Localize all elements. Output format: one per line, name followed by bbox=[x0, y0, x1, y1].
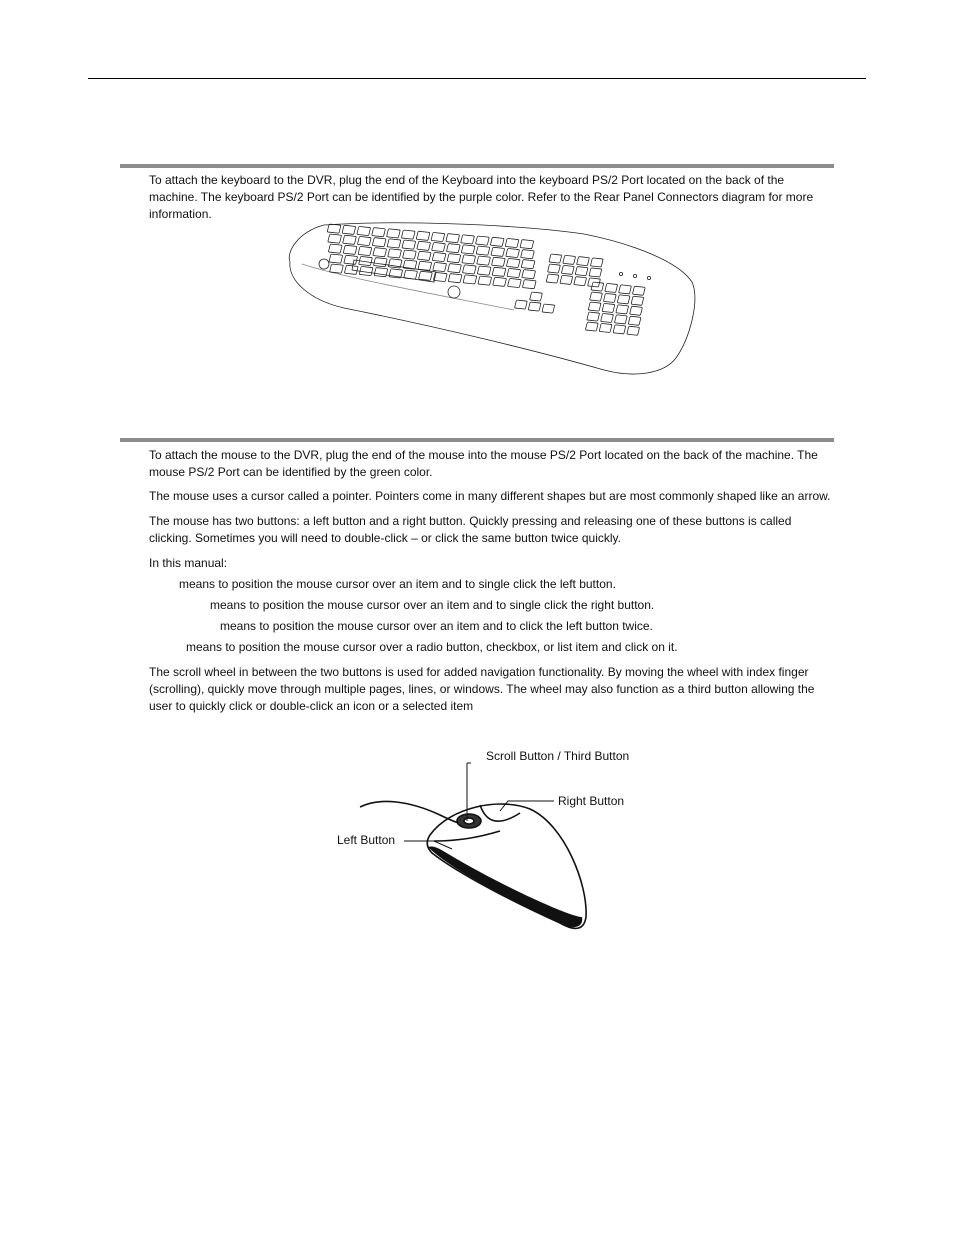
keyboard-key bbox=[546, 274, 559, 283]
keyboard-key bbox=[560, 275, 573, 284]
mouse-paragraph-1: To attach the mouse to the DVR, plug the end of the mouse into the mouse PS/2 Port located on the back of the machine. The mouse PS/2 Port can be identified by the green color. bbox=[149, 448, 818, 479]
keyboard-key bbox=[374, 268, 388, 277]
keyboard-key bbox=[627, 326, 640, 335]
keyboard-key bbox=[357, 236, 371, 245]
keyboard-key bbox=[588, 302, 601, 311]
keyboard-key bbox=[630, 306, 643, 315]
mouse-paragraph-2: The mouse uses a cursor called a pointer. Pointers come in many different shapes but are most commonly shaped like an arrow. bbox=[149, 489, 831, 503]
keyboard-key bbox=[433, 262, 447, 271]
keyboard-key bbox=[357, 226, 371, 235]
keyboard-key bbox=[575, 267, 588, 276]
keyboard-key bbox=[515, 300, 528, 309]
keyboard-key bbox=[603, 293, 616, 302]
keyboard-key bbox=[446, 234, 460, 243]
keyboard-key bbox=[492, 257, 506, 266]
keyboard-key bbox=[563, 255, 576, 264]
keyboard-key bbox=[448, 274, 462, 283]
keyboard-key bbox=[402, 240, 416, 249]
keyboard-key bbox=[387, 239, 401, 248]
manual-intro: In this manual: bbox=[149, 556, 228, 570]
keyboard-key bbox=[417, 251, 431, 260]
keyboard-key bbox=[561, 265, 574, 274]
keyboard-key bbox=[491, 247, 505, 256]
keyboard-key bbox=[372, 228, 386, 237]
mouse-paragraph-3: The mouse has two buttons: a left button and a right button. Quickly pressing and releasing one of these buttons is called clicking. Sometimes you will need to double-click – or click the same button twice quickly. bbox=[149, 514, 792, 545]
keyboard-key bbox=[463, 275, 477, 284]
keyboard-key bbox=[344, 265, 358, 274]
scroll-wheel-paragraph: The scroll wheel in between the two buttons is used for added navigation functionality. By moving the wheel with index finger (scrolling), quickly move through multiple pages, lines, or windows. The wheel may also function as a third button allowing the user to quickly click or double-click an icon or a selected item bbox=[149, 665, 815, 713]
keyboard-key bbox=[628, 316, 641, 325]
keyboard-key bbox=[419, 271, 433, 280]
keyboard-key bbox=[590, 292, 603, 301]
keyboard-key bbox=[343, 245, 357, 254]
keyboard-key bbox=[342, 225, 356, 234]
scroll-button-label: Scroll Button / Third Button bbox=[486, 749, 630, 763]
keyboard-key bbox=[631, 296, 644, 305]
keyboard-key bbox=[418, 261, 432, 270]
keyboard-key bbox=[617, 295, 630, 304]
keyboard-key bbox=[613, 325, 626, 334]
keyboard-key bbox=[446, 244, 460, 253]
keyboard-key bbox=[462, 265, 476, 274]
keyboard-key bbox=[602, 303, 615, 312]
keyboard-key bbox=[605, 283, 618, 292]
keyboard-key bbox=[477, 256, 491, 265]
header-rule bbox=[88, 78, 866, 79]
keyboard-key bbox=[344, 255, 358, 264]
keyboard-key bbox=[461, 235, 475, 244]
keyboard-section-rule bbox=[120, 164, 834, 168]
keyboard-key bbox=[478, 276, 492, 285]
keyboard-paragraph: To attach the keyboard to the DVR, plug the end of the Keyboard into the keyboard PS/2 Port located on the back of the machine. The keyboard PS/2 Port can be identified by the purple color. Refer to the Rear Panel Connectors diagram for more information. bbox=[149, 173, 814, 221]
keyboard-key bbox=[599, 323, 612, 332]
keyboard-key bbox=[373, 248, 387, 257]
keyboard-key bbox=[587, 312, 600, 321]
keyboard-key bbox=[590, 258, 603, 267]
keyboard-key bbox=[432, 242, 446, 251]
keyboard-key bbox=[520, 240, 534, 249]
keyboard-key bbox=[417, 241, 431, 250]
keyboard-key bbox=[448, 264, 462, 273]
definition-select: means to position the mouse cursor over a radio button, checkbox, or list item and click on it. bbox=[186, 640, 678, 654]
keyboard-illustration bbox=[284, 218, 698, 378]
keyboard-key bbox=[614, 315, 627, 324]
keyboard-key bbox=[327, 224, 341, 233]
definition-right-click: means to position the mouse cursor over an item and to single click the right button. bbox=[210, 598, 655, 612]
keyboard-key bbox=[528, 302, 541, 311]
keyboard-key bbox=[632, 286, 645, 295]
keyboard-key bbox=[601, 313, 614, 322]
keyboard-key bbox=[507, 268, 521, 277]
keyboard-key bbox=[461, 245, 475, 254]
keyboard-key bbox=[462, 255, 476, 264]
keyboard-key bbox=[493, 277, 507, 286]
keyboard-key bbox=[388, 249, 402, 258]
keyboard-key bbox=[521, 250, 535, 259]
definition-double-click: means to position the mouse cursor over an item and to click the left button twice. bbox=[220, 619, 653, 633]
keyboard-key bbox=[548, 264, 561, 273]
keyboard-key bbox=[506, 248, 520, 257]
keyboard-key bbox=[585, 322, 598, 331]
keyboard-key bbox=[506, 258, 520, 267]
keyboard-key bbox=[577, 257, 590, 266]
keyboard-key bbox=[522, 270, 536, 279]
keyboard-key bbox=[521, 260, 535, 269]
keyboard-key bbox=[616, 305, 629, 314]
keyboard-key bbox=[549, 254, 562, 263]
keyboard-key bbox=[619, 285, 632, 294]
mouse-section-rule bbox=[120, 438, 834, 442]
keyboard-key bbox=[574, 277, 587, 286]
left-button-label: Left Button bbox=[337, 833, 396, 847]
keyboard-key bbox=[492, 267, 506, 276]
keyboard-key bbox=[477, 266, 491, 275]
keyboard-key bbox=[372, 238, 386, 247]
keyboard-key bbox=[328, 234, 342, 243]
keyboard-key bbox=[387, 229, 401, 238]
keyboard-key bbox=[431, 232, 445, 241]
keyboard-key bbox=[505, 238, 519, 247]
keyboard-key bbox=[476, 236, 490, 245]
keyboard-key bbox=[416, 231, 430, 240]
keyboard-key bbox=[401, 230, 415, 239]
keyboard-key bbox=[432, 252, 446, 261]
keyboard-key bbox=[328, 244, 342, 253]
definition-click: means to position the mouse cursor over an item and to single click the left button. bbox=[179, 577, 616, 591]
keyboard-key bbox=[343, 235, 357, 244]
keyboard-key bbox=[329, 254, 343, 263]
keyboard-key bbox=[490, 237, 504, 246]
keyboard-key bbox=[403, 250, 417, 259]
keyboard-key bbox=[373, 258, 387, 267]
keyboard-key bbox=[447, 254, 461, 263]
keyboard-key bbox=[530, 292, 543, 301]
keyboard-key bbox=[358, 246, 372, 255]
keyboard-key bbox=[476, 246, 490, 255]
keyboard-key bbox=[589, 268, 602, 277]
keyboard-key bbox=[542, 304, 555, 313]
keyboard-key bbox=[522, 280, 536, 289]
keyboard-key bbox=[508, 278, 522, 287]
keyboard-key bbox=[330, 264, 344, 273]
right-button-label: Right Button bbox=[558, 794, 625, 808]
